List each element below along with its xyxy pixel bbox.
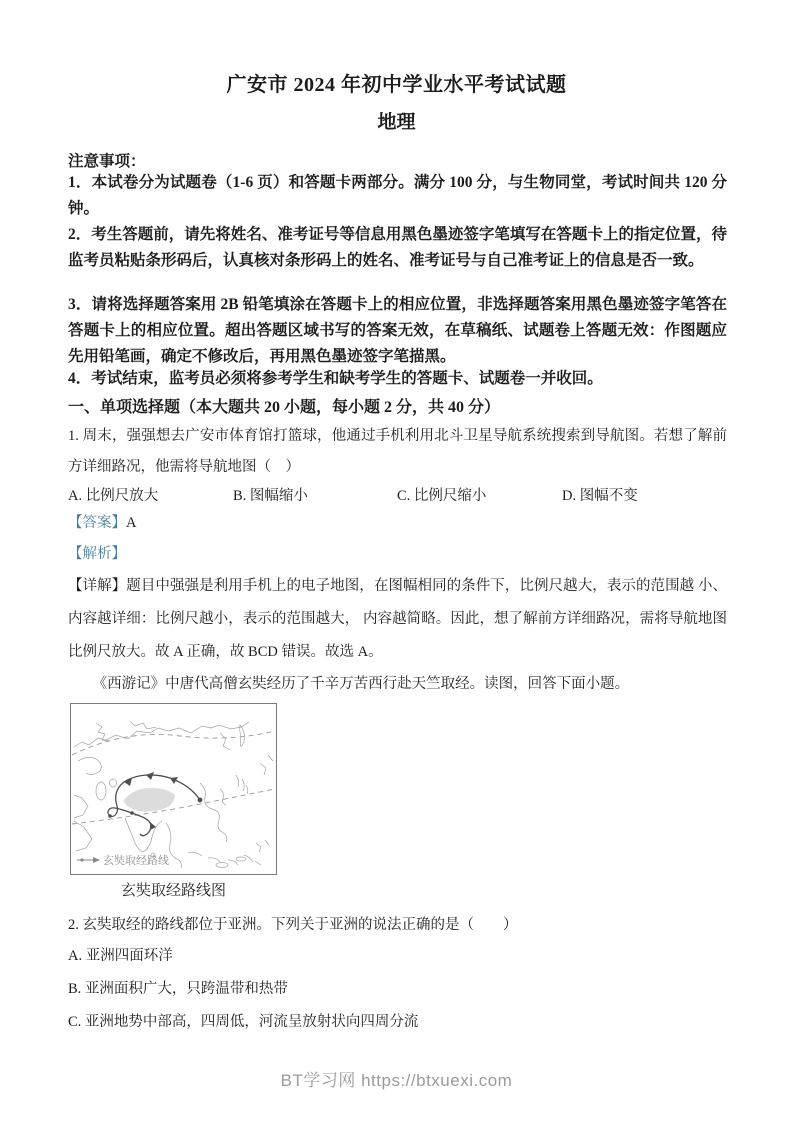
notice-item-4: 4．考试结束，监考员必须将参考学生和缺考学生的答题卡、试题卷一并收回。 [68,370,603,387]
section-heading: 一、单项选择题（本大题共 20 小题，每小题 2 分，共 40 分） [68,399,501,416]
map-legend-label: 玄奘取经路线 [103,855,169,867]
answer-label: 【答案】 [68,515,126,531]
analysis-line [68,542,727,563]
reading-intro: 《西游记》中唐代高僧玄奘经历了千辛万苦西行赴天竺取经。读图，回答下面小题。 [92,676,630,692]
analysis-label: 【解析】 [68,546,126,562]
question-1-options [68,484,727,505]
page-title: 广安市 2024 年初中学业水平考试试题 [226,74,567,96]
notice-item-1: 1．本试卷分为试题卷（1-6 页）和答题卡两部分。满分 100 分，与生物同堂，考试时间共 120 分钟。 [68,174,727,217]
notice-item-3: 3．请将选择题答案用 2B 铅笔填涂在答题卡上的相应位置，非选择题答案用黑色墨迹签字笔答在答题卡上的相应位置。超出答题区域书写的答案无效，在草稿纸、试题卷上答题无效：作图题应先用铅笔画，确定不修改后，再用黑色墨迹签字笔描黑。 [68,296,727,365]
q2-option-a: A. 亚洲四面环洋 [68,948,173,964]
map-caption: 玄奘取经路线图 [120,883,226,899]
notice-item-2: 2．考生答题前，请先将姓名、准考证号等信息用黑色墨迹签字笔填写在答题卡上的指定位置，待监考员粘贴条形码后，认真核对条形码上的姓名、准考证号与自己准考证上的信息是否一致。 [68,226,727,269]
q1-option-c: C. 比例尺缩小 [397,488,487,504]
q1-option-d: D. 图幅不变 [562,488,638,504]
q1-option-a: A. 比例尺放大 [68,488,159,504]
question-2-text: 2. 玄奘取经的路线都位于亚洲。下列关于亚洲的说法正确的是（ ） [68,917,518,933]
subject-title: 地理 [377,112,416,133]
footer-site-link[interactable]: BT学习网 https://btxuexi.com [280,1071,513,1090]
question-1-text: 1. 周末，强强想去广安市体育馆打篮球，他通过手机利用北斗卫星导航系统搜索到导航图。若想了解前方详细路况，他需将导航地图（ ） [68,428,727,475]
detail-explanation: 【详解】题目中强强是利用手机上的电子地图，在图幅相同的条件下，比例尺越大，表示的范围越 小、内容越详细：比例尺越小，表示的范围越大， 内容越简略。因此，想了解前方详细路况，需将导航地图比例尺放大。故 A 正确，故 BCD 错误。故选 A。 [68,578,727,660]
xuanzang-route-map [70,703,277,875]
q2-option-c: C. 亚洲地势中部高，四周低，河流呈放射状向四周分流 [68,1014,419,1030]
notice-heading: 注意事项： [68,153,146,170]
map-frame [71,704,277,875]
answer-value: A [126,515,137,531]
answer-line [68,511,727,532]
q1-option-b: B. 图幅缩小 [233,488,308,504]
asia-map-figure [70,703,277,875]
q2-option-b: B. 亚洲面积广大，只跨温带和热带 [68,981,288,997]
